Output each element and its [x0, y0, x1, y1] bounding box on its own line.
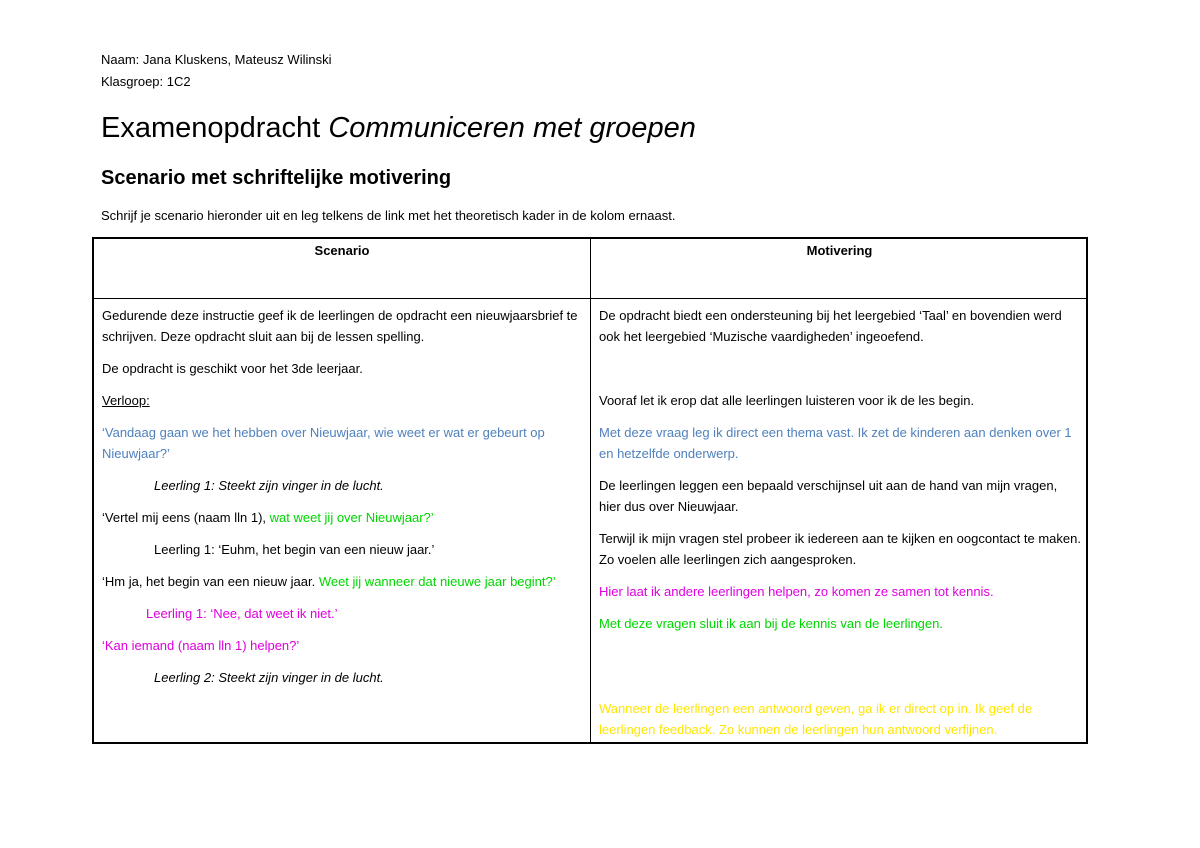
title-plain: Examenopdracht [101, 112, 329, 144]
motivering-3: Met deze vraag leg ik direct een thema vast. Ik zet de kinderen aan denken over 1 en hetzelfde onderwerp. [599, 425, 1072, 461]
document-title [101, 112, 696, 145]
scenario-line-2-green: wat weet jij over Nieuwjaar?’ [269, 510, 434, 525]
scenario-line-3-black: ‘Hm ja, het begin van een nieuw jaar. [102, 574, 319, 589]
motivering-8: Wanneer de leerlingen een antwoord geven, ga ik er direct op in. Ik geef de leerlingen feedback. Zo kunnen de leerlingen hun antwoord verfijnen. [599, 701, 1033, 737]
title-italic: Communiceren met groepen [328, 112, 696, 144]
scenario-line-3-green: Weet jij wanneer dat nieuwe jaar begint?’ [318, 574, 556, 589]
student-names: Naam: Jana Kluskens, Mateusz Wilinski [101, 52, 332, 67]
motivering-7: Met deze vragen sluit ik aan bij de kennis van de leerlingen. [599, 616, 943, 631]
motivering-2: Vooraf let ik erop dat alle leerlingen luisteren voor ik de les begin. [599, 393, 975, 408]
scenario-verloop: Verloop: [102, 393, 150, 408]
motivering-4: De leerlingen leggen een bepaald verschijnsel uit aan de hand van mijn vragen, hier dus over Nieuwjaar. [599, 478, 1058, 514]
motivering-5: Terwijl ik mijn vragen stel probeer ik iedereen aan te kijken en oogcontact te maken. Zo voelen alle leerlingen zich aangesproken. [599, 531, 1081, 567]
header-motivering: Motivering [806, 243, 873, 258]
document-subtitle: Scenario met schriftelijke motivering [101, 167, 452, 189]
scenario-grade: De opdracht is geschikt voor het 3de leerjaar. [102, 361, 363, 376]
class-group: Klasgroep: 1C2 [101, 74, 191, 89]
scenario-column [102, 305, 582, 699]
scenario-question-4: ‘Kan iemand (naam lln 1) helpen?’ [102, 638, 300, 653]
scenario-table [92, 237, 1088, 744]
scenario-pupil-3: Leerling 1: ‘Nee, dat weet ik niet.’ [146, 606, 338, 621]
scenario-pupil-2: Leerling 1: ‘Euhm, het begin van een nieuw jaar.’ [154, 542, 435, 557]
motivering-1: De opdracht biedt een ondersteuning bij het leergebied ‘Taal’ en bovendien werd ook het leergebied ‘Muzische vaardigheden’ ingeoefend. [599, 308, 1062, 344]
motivering-6: Hier laat ik andere leerlingen helpen, zo komen ze samen tot kennis. [599, 584, 994, 599]
scenario-intro: Gedurende deze instructie geef ik de leerlingen de opdracht een nieuwjaarsbrief te schrijven. Deze opdracht sluit aan bij de lessen spelling. [102, 308, 578, 344]
scenario-pupil-1: Leerling 1: Steekt zijn vinger in de lucht. [154, 478, 384, 493]
header-scenario: Scenario [314, 243, 370, 258]
header-divider [94, 298, 1086, 299]
scenario-line-2-black: ‘Vertel mij eens (naam lln 1), [102, 510, 270, 525]
motivering-column [599, 305, 1081, 751]
column-divider [590, 239, 591, 742]
instruction-text: Schrijf je scenario hieronder uit en leg telkens de link met het theoretisch kader in de kolom ernaast. [101, 208, 676, 223]
scenario-question-1: ‘Vandaag gaan we het hebben over Nieuwjaar, wie weet er wat er gebeurt op Nieuwjaar?’ [102, 425, 545, 461]
scenario-line-3 [102, 571, 582, 592]
scenario-line-2 [102, 507, 582, 528]
scenario-pupil-4: Leerling 2: Steekt zijn vinger in de lucht. [154, 670, 384, 685]
